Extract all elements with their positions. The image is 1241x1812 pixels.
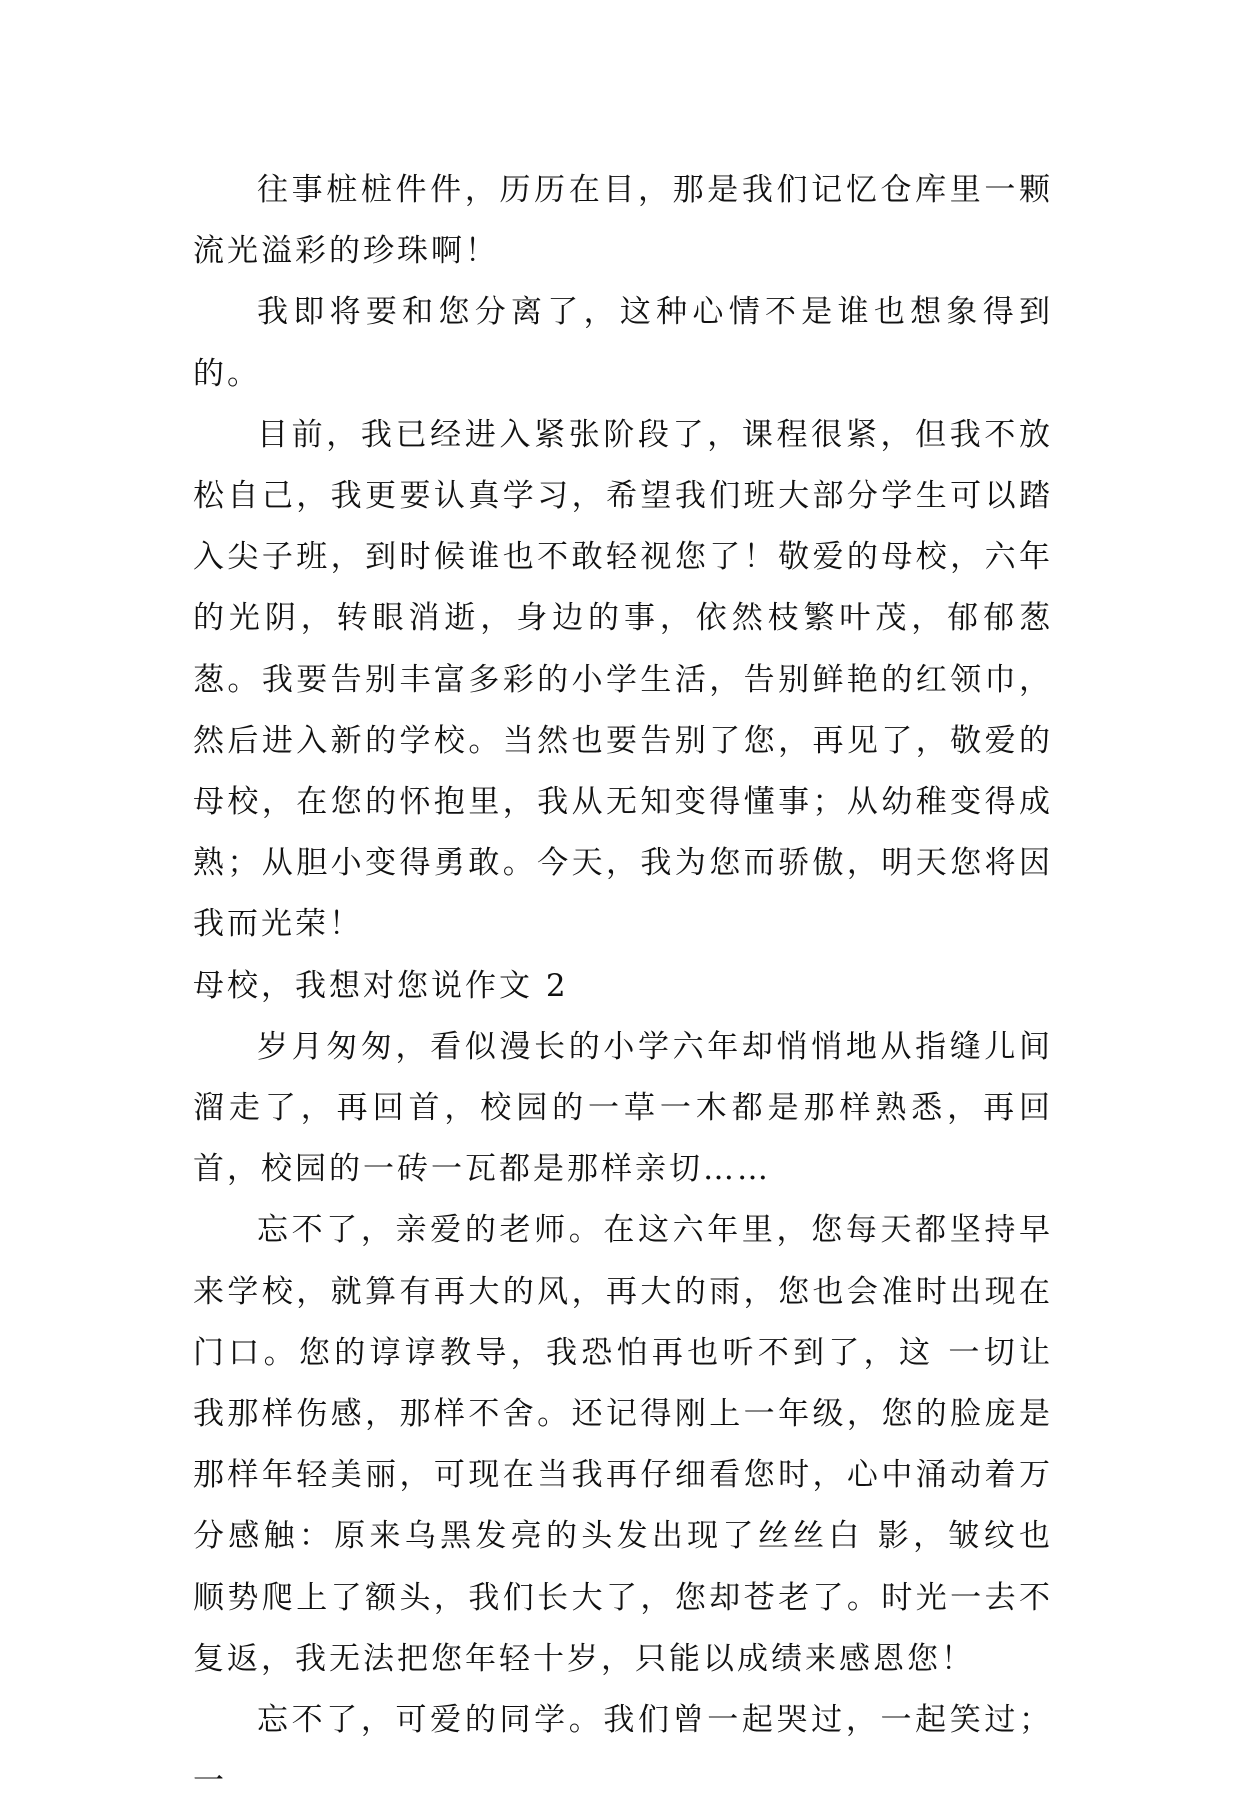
section-paragraph-3: 忘不了，可爱的同学。我们曾一起哭过，一起笑过；一: [193, 1702, 1053, 1800]
paragraph-2: 我即将要和您分离了，这种心情不是谁也想象得到的。: [193, 294, 1053, 392]
section-paragraph-1: 岁月匆匆，看似漫长的小学六年却悄悄地从指缝儿间溜走了，再回首，校园的一草一木都是那样熟悉，再回首，校园的一砖一瓦都是那样亲切……: [193, 1028, 1053, 1188]
document-page: [193, 160, 1053, 1812]
paragraph-1: 往事桩桩件件，历历在目，那是我们记忆仓库里一颗流光溢彩的珍珠啊！: [193, 172, 1053, 270]
section-paragraph-2: 忘不了，亲爱的老师。在这六年里，您每天都坚持早来学校，就算有再大的风，再大的雨，您也会准时出现在门口。您的谆谆教导，我恐怕再也听不到了，这 一切让我那样伤感，那样不舍。还记得刚上一年级，您的脸庞是那样年轻美丽，可现在当我再仔细看您时，心中涌动着万分感触：原来乌黑发亮的头发出现了丝丝白 影，皱纹也顺势爬上了额头，我们长大了，您却苍老了。时光一去不复返，我无法把您年轻十岁，只能以成绩来感恩您！: [193, 1212, 1053, 1677]
paragraph-3: 目前，我已经进入紧张阶段了，课程很紧，但我不放松自己，我更要认真学习，希望我们班大部分学生可以踏入尖子班，到时候谁也不敢轻视您了！敬爱的母校，六年的光阴，转眼消逝，身边的事，依然枝繁叶茂，郁郁葱葱。我要告别丰富多彩的小学生活，告别鲜艳的红领巾，然后进入新的学校。当然也要告别了您，再见了，敬爱的母校，在您的怀抱里，我从无知变得懂事；从幼稚变得成熟；从胆小变得勇敢。今天，我为您而骄傲，明天您将因我而光荣！: [193, 416, 1053, 943]
section-title: 母校，我想对您说作文 2: [193, 967, 569, 1004]
